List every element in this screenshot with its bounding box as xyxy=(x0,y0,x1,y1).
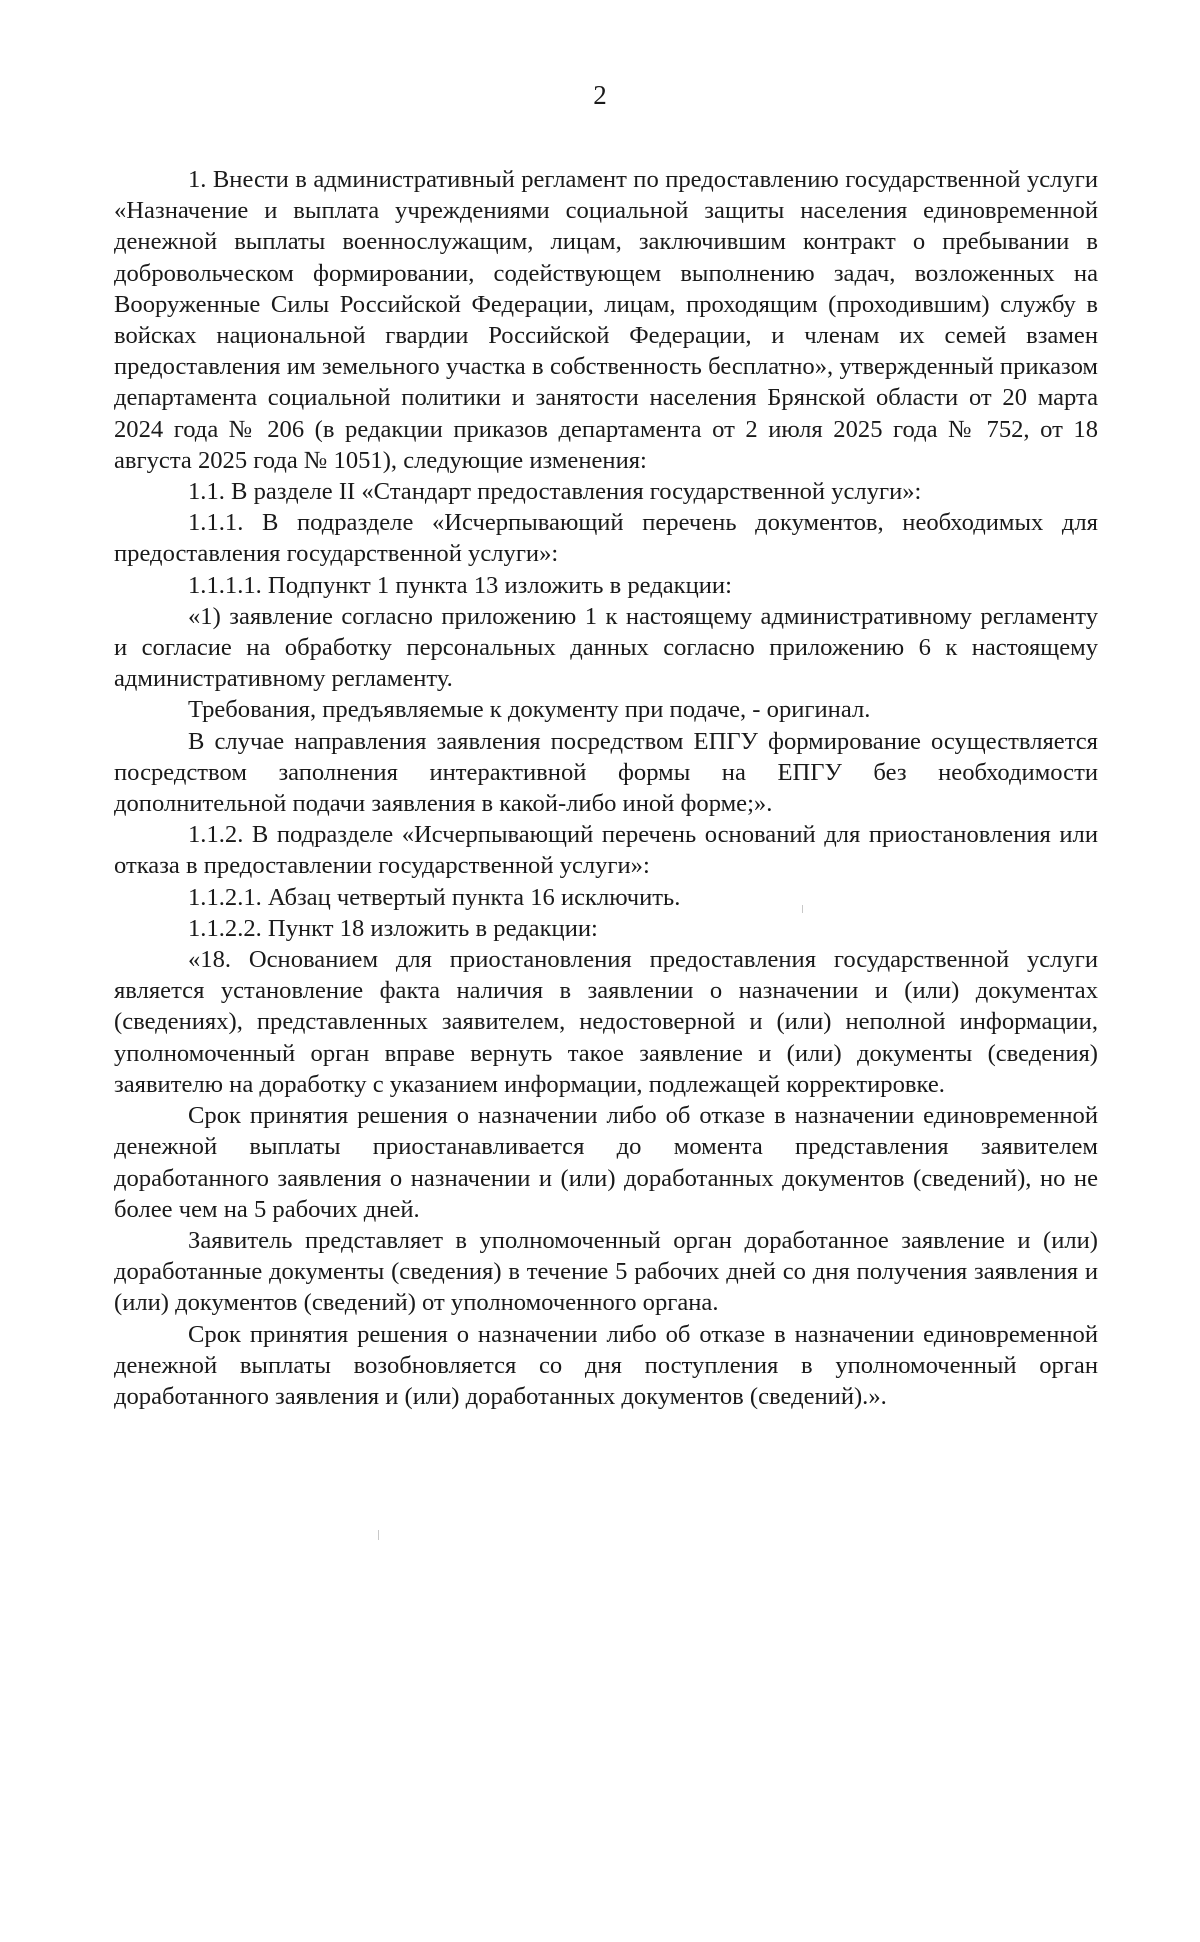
paragraph-item-1-1-2-1: 1.1.2.1. Абзац четвертый пункта 16 исключить. xyxy=(188,883,681,911)
paragraph-epgu-case: В случае направления заявления посредством ЕПГУ формирование осуществляется посредством заполнения интерактивной формы на ЕПГУ без необходимости дополнительной подачи заявления в какой-либо иной форме;». xyxy=(114,727,1098,818)
paragraph-decision-term-suspended: Срок принятия решения о назначении либо об отказе в назначении единовременной денежной выплаты приостанавливается до момента представления заявителем доработанного заявления о назначении и (или) доработанных документов (сведений), но не более чем на 5 рабочих дней. xyxy=(114,1102,1098,1223)
document-body xyxy=(114,164,1098,1412)
paragraph-point-18: «18. Основанием для приостановления предоставления государственной услуги является установление факта наличия в заявлении о назначении и (или) документах (сведениях), представленных заявителем, недостоверной и (или) неполной информации, уполномоченный орган вправе вернуть такое заявление и (или) документы (сведения) заявителю на доработку с указанием информации, подлежащей корректировке. xyxy=(114,946,1098,1098)
scan-speck-mark xyxy=(378,1530,379,1540)
paragraph-item-1-1: 1.1. В разделе II «Стандарт предоставления государственной услуги»: xyxy=(188,478,922,506)
page-number: 2 xyxy=(593,80,607,110)
paragraph-subitem-1-application: «1) заявление согласно приложению 1 к настоящему административному регламенту и согласие на обработку персональных данных согласно приложению 6 к настоящему административному регламенту. xyxy=(114,602,1098,693)
paragraph-item-1-1-2: 1.1.2. В подразделе «Исчерпывающий перечень оснований для приостановления или отказа в предоставлении государственной услуги»: xyxy=(114,821,1098,880)
paragraph-decision-term-resumed: Срок принятия решения о назначении либо об отказе в назначении единовременной денежной выплаты возобновляется со дня поступления в уполномоченный орган доработанного заявления и (или) доработанных документов (сведений).». xyxy=(114,1320,1098,1410)
paragraph-applicant-submits: Заявитель представляет в уполномоченный орган доработанное заявление и (или) доработанные документы (сведения) в течение 5 рабочих дней со дня получения заявления и (или) документов (сведений) от уполномоченного органа. xyxy=(114,1226,1098,1317)
scan-speck-mark xyxy=(802,905,803,913)
paragraph-item-1-1-1: 1.1.1. В подразделе «Исчерпывающий перечень документов, необходимых для предоставления государственной услуги»: xyxy=(114,509,1098,568)
paragraph-requirements: Требования, предъявляемые к документу при подаче, - оригинал. xyxy=(188,696,871,724)
paragraph-item-1-1-2-2: 1.1.2.2. Пункт 18 изложить в редакции: xyxy=(188,914,598,942)
paragraph-item-1-intro: 1. Внести в административный регламент по предоставлению государственной услуги «Назначение и выплата учреждениями социальной защиты населения единовременной денежной выплаты военнослужащим, лицам, заключившим контракт о пребывании в добровольческом формировании, содействующем выполнению задач, возложенных на Вооруженные Силы Российской Федерации, лицам, проходящим (проходившим) службу в войсках национальной гвардии Российской Федерации, и членам их семей взамен предоставления им земельного участка в собственность бесплатно», утвержденный приказом департамента социальной политики и занятости населения Брянской области от 20 марта 2024 года № 206 (в редакции приказов департамента от 2 июля 2025 года № 752, от 18 августа 2025 года № 1051), следующие изменения: xyxy=(114,166,1098,474)
paragraph-item-1-1-1-1: 1.1.1.1. Подпункт 1 пункта 13 изложить в редакции: xyxy=(188,571,732,599)
